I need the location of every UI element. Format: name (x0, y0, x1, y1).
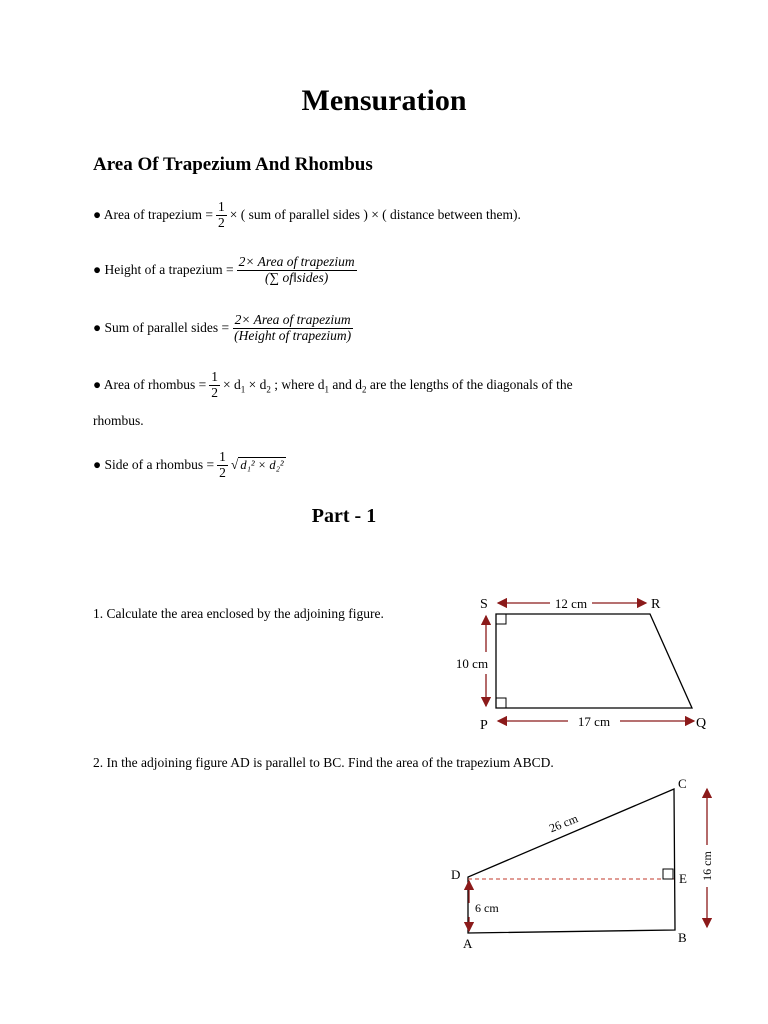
figure-trapezium-pqrs (450, 590, 710, 740)
fraction (232, 313, 353, 344)
vertex-label-c: C (678, 776, 687, 791)
fraction-half (216, 200, 227, 231)
formula-lead: ● Sum of parallel sides = (93, 320, 230, 336)
vertex-label-a: A (463, 936, 473, 951)
fraction-half (209, 370, 220, 401)
formula-rhombus-wrap: rhombus. (93, 413, 144, 428)
formula-rhombus-area (93, 370, 573, 401)
section-subtitle: Area Of Trapezium And Rhombus (93, 154, 373, 175)
formula-trapezium-height (93, 255, 360, 286)
left-height-label: 6 cm (475, 901, 499, 915)
vertex-label-q: Q (696, 716, 707, 731)
vertex-label-b: B (678, 930, 687, 945)
fraction-numerator: 1 (219, 449, 226, 464)
formula-trapezium-area (93, 200, 521, 231)
top-length-label: 12 cm (554, 596, 588, 611)
question-2: 2. In the adjoining figure AD is parallel to BC. Find the area of the trapezium ABCD. (93, 755, 554, 770)
fraction-numerator: 1 (211, 369, 218, 384)
vertex-label-r: R (651, 597, 661, 612)
trapezium-outline (468, 789, 675, 933)
formula-lead: ● Height of a trapezium = (93, 262, 234, 278)
formula-rhombus-side (93, 450, 286, 481)
formula-lead: ● Area of trapezium = (93, 207, 213, 223)
fraction-numerator: 1 (217, 199, 225, 214)
right-angle-mark (663, 869, 673, 879)
radical-expression: d₁² × d₂² (240, 458, 284, 473)
fraction-denominator: 2 (219, 464, 226, 480)
part-heading: Part - 1 (311, 505, 377, 527)
vertex-label-s: S (480, 597, 488, 612)
fraction-numerator: 2× Area of trapezium (234, 312, 351, 327)
right-angle-mark (496, 614, 506, 624)
vertex-label-e: E (679, 871, 687, 886)
formula-sum-parallel-sides (93, 313, 356, 344)
formula-lead: ● Side of a rhombus = (93, 457, 215, 473)
fraction-half (217, 450, 228, 481)
fraction-denominator: (Height of trapezium) (234, 327, 352, 343)
formula-lead: ● Area of rhombus = (93, 377, 207, 393)
formula-tail: × ( sum of parallel sides ) × ( distance between them). (229, 207, 521, 223)
fraction-denominator: 2 (211, 384, 218, 400)
radical-sign: √ (230, 457, 239, 473)
fraction-denominator: (∑ of‖sides) (264, 269, 329, 285)
question-1: 1. Calculate the area enclosed by the adjoining figure. (93, 606, 384, 621)
height-label: 10 cm (455, 656, 489, 671)
fraction-denominator: 2 (217, 214, 225, 230)
fraction-numerator: 2× Area of trapezium (238, 254, 355, 269)
bottom-length-label: 17 cm (577, 714, 611, 729)
fraction (237, 255, 357, 286)
formula-tail: × $d_1 \times d_2$ ; where $d_1$ and $d_2$ are the lengths of the diagonals of the (223, 376, 573, 395)
vertex-label-d: D (451, 867, 461, 882)
right-height-label: 16 cm (700, 851, 714, 881)
slant-length-label: 26 cm (547, 811, 580, 836)
right-angle-mark (496, 698, 506, 708)
trapezium-outline (496, 614, 692, 708)
figure-trapezium-abcd (445, 775, 720, 955)
vertex-label-p: P (480, 718, 488, 733)
page-title: Mensuration (301, 84, 467, 117)
